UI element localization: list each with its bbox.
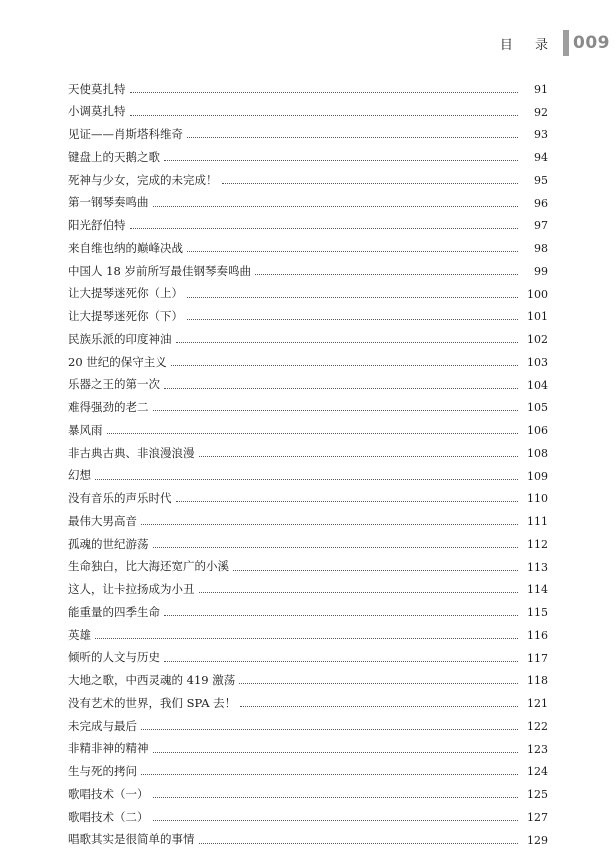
toc-dot-leader — [176, 342, 519, 343]
toc-dot-leader — [187, 319, 518, 320]
toc-entry-page: 123 — [527, 742, 548, 756]
toc-entry-title: 20 世纪的保守主义 — [68, 354, 167, 369]
toc-dot-leader — [153, 206, 519, 207]
toc-dot-leader — [141, 774, 518, 775]
toc-entry — [68, 647, 548, 670]
toc-entry-title: 中国人 18 岁前所写最佳钢琴奏鸣曲 — [68, 263, 251, 278]
header-title: 目 录 — [499, 37, 557, 53]
toc-entry — [68, 237, 548, 260]
toc-entry-page: 122 — [527, 719, 548, 733]
toc-entry-title: 倾听的人文与历史 — [68, 650, 160, 665]
toc-entry-title: 生命独白，比大海还宽广的小溪 — [68, 559, 229, 574]
toc-entry-page: 101 — [527, 310, 548, 324]
toc-entry — [68, 579, 548, 602]
toc-entry-page: 118 — [527, 674, 548, 688]
toc-entry — [68, 192, 548, 215]
page-number: 009 — [573, 33, 610, 53]
toc-entry — [68, 146, 548, 169]
toc-entry-page: 99 — [534, 264, 548, 278]
toc-dot-leader — [153, 547, 519, 548]
toc-entry-page: 117 — [527, 651, 548, 665]
toc-entry-title: 小调莫扎特 — [68, 104, 126, 119]
toc-entry-page: 94 — [534, 151, 548, 165]
toc-dot-leader — [153, 410, 519, 411]
toc-dot-leader — [153, 820, 519, 821]
toc-entry — [68, 510, 548, 533]
toc-entry — [68, 306, 548, 329]
toc-entry-page: 108 — [527, 446, 548, 460]
toc-entry — [68, 328, 548, 351]
toc-entry-title: 第一钢琴奏鸣曲 — [68, 195, 149, 210]
toc-entry-title: 没有艺术的世界，我们 SPA 去！ — [68, 695, 237, 710]
toc-entry-page: 127 — [527, 810, 548, 824]
toc-entry — [68, 78, 548, 101]
toc-dot-leader — [239, 683, 518, 684]
toc-entry — [68, 556, 548, 579]
toc-entry-title: 阳光舒伯特 — [68, 218, 126, 233]
toc-entry — [68, 488, 548, 511]
toc-entry-page: 104 — [527, 378, 548, 392]
toc-entry-page: 125 — [527, 788, 548, 802]
toc-dot-leader — [141, 524, 518, 525]
toc-dot-leader — [95, 479, 518, 480]
toc-dot-leader — [222, 183, 519, 184]
toc-entry-page: 103 — [527, 355, 548, 369]
toc-entry — [68, 692, 548, 715]
toc-entry-title: 未完成与最后 — [68, 718, 137, 733]
toc-dot-leader — [164, 661, 518, 662]
page-header — [500, 30, 616, 56]
toc-entry-title: 死神与少女，完成的未完成！ — [68, 172, 218, 187]
toc-entry-page: 121 — [527, 697, 548, 711]
toc-entry-page: 106 — [527, 424, 548, 438]
toc-entry-page: 95 — [534, 173, 548, 187]
toc-entry — [68, 465, 548, 488]
toc-dot-leader — [255, 274, 518, 275]
toc-dot-leader — [164, 615, 518, 616]
toc-dot-leader — [199, 592, 519, 593]
toc-entry-page: 116 — [527, 628, 548, 642]
toc-entry — [68, 260, 548, 283]
toc-entry-title: 来自维也纳的巅峰决战 — [68, 240, 183, 255]
toc-dot-leader — [187, 251, 518, 252]
toc-entry-title: 难得强劲的老二 — [68, 400, 149, 415]
toc-entry-page: 97 — [534, 219, 548, 233]
toc-dot-leader — [107, 433, 519, 434]
toc-entry-page: 112 — [527, 537, 548, 551]
toc-entry-title: 暴风雨 — [68, 422, 103, 437]
toc-dot-leader — [187, 297, 518, 298]
toc-entry-title: 能重量的四季生命 — [68, 604, 160, 619]
toc-dot-leader — [240, 706, 518, 707]
toc-entry — [68, 738, 548, 761]
toc-entry-title: 孤魂的世纪游荡 — [68, 536, 149, 551]
toc-entry-page: 109 — [527, 469, 548, 483]
toc-dot-leader — [233, 570, 518, 571]
toc-entry — [68, 783, 548, 806]
toc-entry — [68, 124, 548, 147]
toc-entry-title: 幻想 — [68, 468, 91, 483]
toc-entry-page: 93 — [534, 128, 548, 142]
toc-dot-leader — [176, 501, 519, 502]
toc-entry — [68, 215, 548, 238]
toc-entry — [68, 169, 548, 192]
toc-entry — [68, 374, 548, 397]
toc-entry-page: 105 — [527, 401, 548, 415]
toc-entry-page: 102 — [527, 333, 548, 347]
toc-entry-page: 91 — [534, 82, 548, 96]
toc-entry-title: 大地之歌，中西灵魂的 419 激荡 — [68, 673, 236, 688]
toc-dot-leader — [164, 160, 518, 161]
toc-entry-title: 唱歌其实是很简单的事情 — [68, 832, 195, 847]
toc-entry — [68, 442, 548, 465]
toc-entry — [68, 601, 548, 624]
toc-entry-title: 最伟大男高音 — [68, 513, 137, 528]
toc-entry — [68, 715, 548, 738]
toc-dot-leader — [199, 456, 519, 457]
toc-dot-leader — [187, 137, 518, 138]
toc-entry-title: 乐器之王的第一次 — [68, 377, 160, 392]
toc-entry-page: 98 — [534, 242, 548, 256]
toc-entry-title: 键盘上的天鹅之歌 — [68, 149, 160, 164]
toc-entry-page: 92 — [534, 105, 548, 119]
toc-entry — [68, 829, 548, 852]
toc-entry-page: 110 — [527, 492, 548, 506]
toc-dot-leader — [130, 115, 519, 116]
toc-entry — [68, 533, 548, 556]
toc-entry-title: 歌唱技术（一） — [68, 786, 149, 801]
toc-entry — [68, 624, 548, 647]
toc-dot-leader — [130, 228, 519, 229]
toc-dot-leader — [199, 843, 519, 844]
toc-entry-title: 民族乐派的印度神油 — [68, 331, 172, 346]
toc-entry-title: 非精非神的精神 — [68, 741, 149, 756]
toc-entry-page: 96 — [534, 196, 548, 210]
toc-entry-page: 115 — [527, 606, 548, 620]
toc-dot-leader — [95, 638, 518, 639]
toc-dot-leader — [130, 92, 519, 93]
toc-entry-title: 让大提琴迷死你（下） — [68, 309, 183, 324]
toc-list — [68, 78, 548, 852]
toc-dot-leader — [171, 365, 518, 366]
toc-dot-leader — [164, 388, 518, 389]
toc-entry-page: 100 — [527, 287, 548, 301]
toc-entry-title: 英雄 — [68, 627, 91, 642]
toc-entry-page: 129 — [527, 833, 548, 847]
toc-entry — [68, 283, 548, 306]
toc-dot-leader — [153, 752, 519, 753]
toc-entry-page: 114 — [527, 583, 548, 597]
toc-entry — [68, 670, 548, 693]
toc-entry-title: 见证——肖斯塔科维奇 — [68, 127, 183, 142]
toc-entry-title: 生与死的拷问 — [68, 764, 137, 779]
toc-dot-leader — [153, 797, 519, 798]
toc-entry — [68, 419, 548, 442]
toc-entry — [68, 101, 548, 124]
toc-entry-page: 113 — [527, 560, 548, 574]
toc-entry-title: 非古典古典、非浪漫浪漫 — [68, 445, 195, 460]
toc-entry-page: 111 — [527, 515, 548, 529]
toc-dot-leader — [141, 729, 518, 730]
toc-entry — [68, 397, 548, 420]
toc-entry-title: 让大提琴迷死你（上） — [68, 286, 183, 301]
toc-entry-title: 没有音乐的声乐时代 — [68, 491, 172, 506]
toc-entry-title: 歌唱技术（二） — [68, 809, 149, 824]
toc-entry — [68, 806, 548, 829]
toc-entry-title: 天使莫扎特 — [68, 81, 126, 96]
toc-entry — [68, 351, 548, 374]
toc-entry-page: 124 — [527, 765, 548, 779]
toc-entry-title: 这人，让卡拉扬成为小丑 — [68, 582, 195, 597]
toc-entry — [68, 761, 548, 784]
